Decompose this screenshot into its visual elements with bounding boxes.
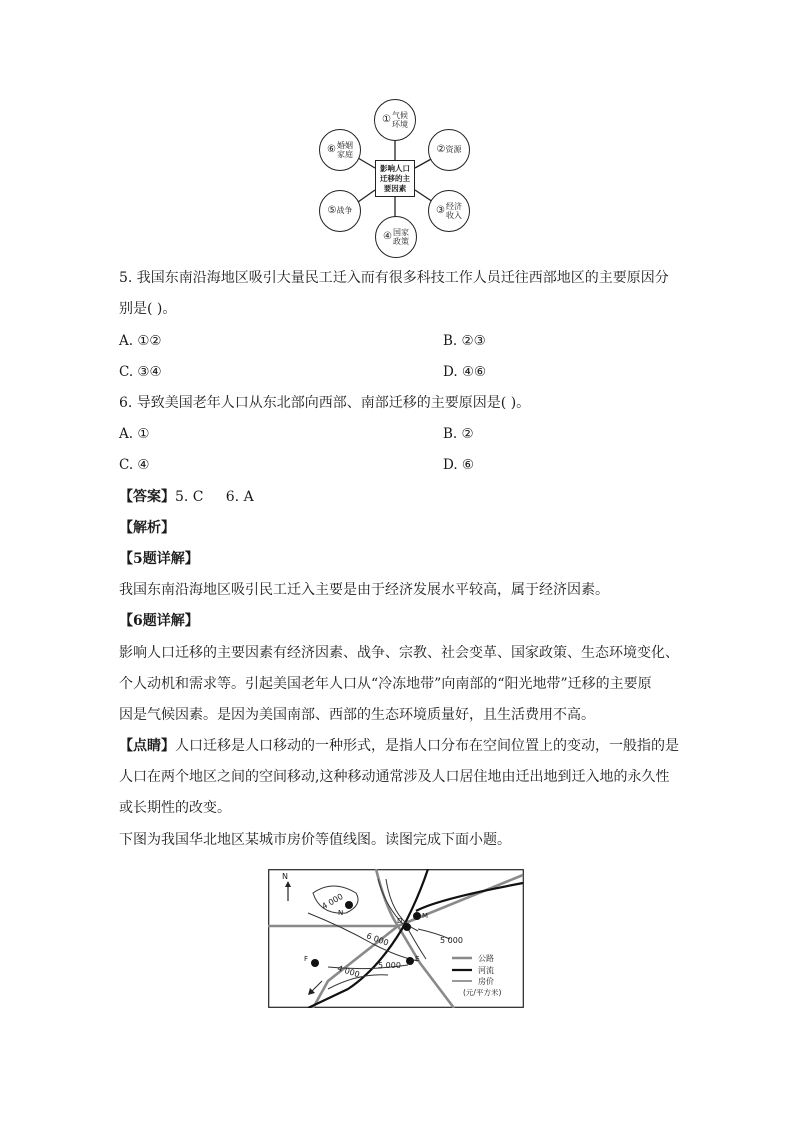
tip-line2: 人口在两个地区之间的空间移动,这种移动通常涉及人口居住地由迁出地到迁入地的永久性 <box>119 769 670 785</box>
legend-unit: (元/平方米) <box>463 988 502 997</box>
factor-node-6-num: ⑥ <box>327 144 336 156</box>
point-label-m: M <box>422 912 429 920</box>
contour-label-3: 5 000 <box>440 936 463 945</box>
detail6-line2: 个人动机和需求等。引起美国老年人口从“冷冻地带”向南部的“阳光地带”迁移的主要原 <box>119 676 652 692</box>
factor-node-5-num: ⑤ <box>327 205 337 217</box>
house-price-map <box>268 869 524 1008</box>
point-label-f: F <box>304 955 309 963</box>
q6-option-d: D. ⑥ <box>443 457 475 473</box>
q5-option-d: D. ④⑥ <box>443 364 487 380</box>
q6-option-c: C. ④ <box>119 457 150 473</box>
factor-node-2 <box>428 129 470 171</box>
factor-node-2-label: 资源 <box>445 145 462 155</box>
factor-node-5-label: 战争 <box>336 206 353 216</box>
factor-node-4-num: ④ <box>383 231 392 243</box>
point-label-d: D <box>397 917 403 925</box>
q5-option-b: B. ②③ <box>443 333 486 349</box>
contour-label-4: 4 000 <box>336 963 361 980</box>
detail5-label: 【5题详解】 <box>119 551 199 567</box>
factor-node-3-label: 经济收入 <box>445 201 462 220</box>
legend-river: 河流 <box>478 966 494 975</box>
diagram-center-box: 影响人口迁移的主要因素 <box>375 160 415 197</box>
factor-node-4-label: 国家政策 <box>392 227 409 246</box>
tip-label: 【点睛】 <box>119 738 175 754</box>
answer-text: 5. C 6. A <box>175 489 254 505</box>
factor-node-5 <box>319 190 361 232</box>
legend-price: 房价 <box>478 977 494 986</box>
detail6-line1: 影响人口迁移的主要因素有经济因素、战争、宗教、社会变革、国家政策、生态环境变化、 <box>119 645 679 661</box>
q6-stem: 6. 导致美国老年人口从东北部向西部、南部迁移的主要原因是( )。 <box>119 395 531 411</box>
north-label: N <box>282 872 288 881</box>
analysis-label: 【解析】 <box>119 520 175 536</box>
q5-stem-line2: 别是( )。 <box>119 301 177 317</box>
detail5-text: 我国东南沿海地区吸引民工迁入主要是由于经济发展水平较高，属于经济因素。 <box>119 582 609 598</box>
q5-stem-line1: 5. 我国东南沿海地区吸引大量民工迁入而有很多科技工作人员迁往西部地区的主要原因分 <box>119 270 669 286</box>
answer-label: 【答案】 <box>119 489 175 505</box>
factor-node-1-label: 气候环境 <box>391 110 408 129</box>
factor-node-4 <box>375 216 417 258</box>
point-label-e: E <box>415 955 420 963</box>
answer-line <box>119 487 254 507</box>
tip-line3: 或长期性的改变。 <box>119 800 231 816</box>
factor-node-6-label: 婚姻家庭 <box>336 140 353 159</box>
q6-option-a: A. ① <box>119 426 150 442</box>
q5-option-a: A. ①② <box>119 333 162 349</box>
map-intro: 下图为我国华北地区某城市房价等值线图。读图完成下面小题。 <box>119 832 511 848</box>
contour-label-5: 5 000 <box>378 961 401 970</box>
factor-node-1-num: ① <box>382 114 391 126</box>
factor-node-1 <box>374 99 416 141</box>
detail6-label: 【6题详解】 <box>119 613 199 629</box>
q6-option-b: B. ② <box>443 426 474 442</box>
factor-node-2-num: ② <box>436 144 446 156</box>
tip-text-line1: 人口迁移是人口移动的一种形式，是指人口分布在空间位置上的变动，一般指的是 <box>175 738 679 754</box>
detail6-line3: 因是气候因素。是因为美国南部、西部的生态环境质量好，且生活费用不高。 <box>119 707 595 723</box>
tip-line1 <box>119 736 679 756</box>
contour-label-2: 6 000 <box>365 931 390 948</box>
factor-node-3 <box>428 190 470 232</box>
factor-node-6 <box>319 129 361 171</box>
point-label-n: N <box>338 909 344 917</box>
legend-road: 公路 <box>478 954 494 963</box>
factor-node-3-num: ③ <box>436 205 445 217</box>
contour-label-1: 4 000 <box>320 891 345 912</box>
q5-option-c: C. ③④ <box>119 364 162 380</box>
